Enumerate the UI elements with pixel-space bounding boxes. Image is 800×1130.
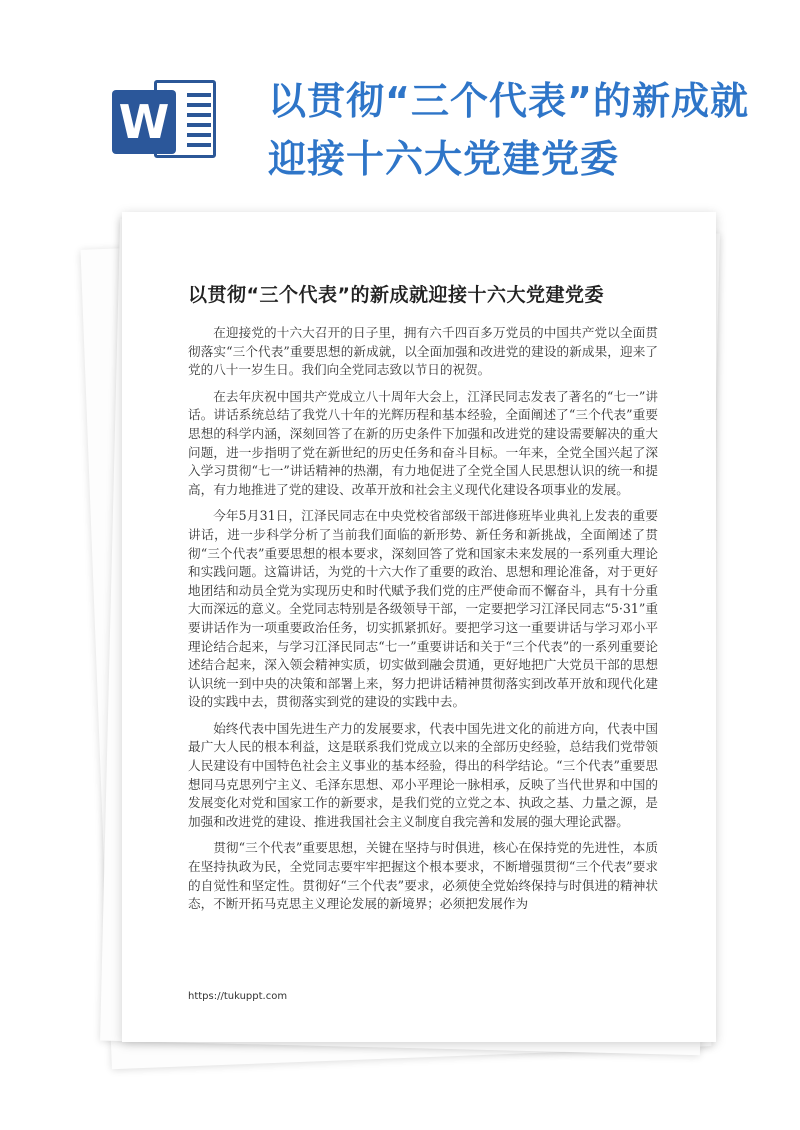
paragraph: 贯彻“三个代表”重要思想，关键在坚持与时俱进，核心在保持党的先进性，本质在坚持执政为民，全党同志要牢牢把握这个根本要求，不断增强贯彻“三个代表”要求的自觉性和坚定性。贯彻好“三个代表”要求，必须使全党始终保持与时俱进的精神状态，不断开拓马克思主义理论发展的新境界；必须把发展作为 (188, 840, 658, 912)
document-title: 以贯彻“三个代表”的新成就迎接十六大党建党委 (188, 284, 604, 306)
header-title-line-1: 以贯彻“三个代表”的新成就 (268, 79, 749, 123)
header-title (268, 72, 788, 188)
paragraph: 在去年庆祝中国共产党成立八十周年大会上，江泽民同志发表了著名的“七一”讲话。讲话系统总结了我党八十年的光辉历程和基本经验，全面阐述了“三个代表”重要思想的科学内涵，深刻回答了在新的历史条件下加强和改进党的建设需要解决的重大问题，进一步指明了党在新世纪的历史任务和奋斗目标。一年来，全党全国兴起了深入学习贯彻“七一”讲话精神的热潮，有力地促进了全党全国人民思想认识的统一和提高，有力地推进了党的建设、改革开放和社会主义现代化建设各项事业的发展。 (188, 388, 658, 497)
paragraph: 在迎接党的十六大召开的日子里，拥有六千四百多万党员的中国共产党以全面贯彻落实“三个代表”重要思想的新成就，以全面加强和改进党的建设的新成果，迎来了党的八十一岁生日。我们向全党同志致以节日的祝贺。 (188, 325, 658, 378)
footer-url: https://tukuppt.com (188, 991, 288, 1002)
word-document-icon (112, 70, 218, 166)
paragraph: 今年5月31日，江泽民同志在中央党校省部级干部进修班毕业典礼上发表的重要讲话，进一步科学分析了当前我们面临的新形势、新任务和新挑战，全面阐述了贯彻“三个代表”重要思想的根本要求，深刻回答了党和国家未来发展的一系列重大理论和实践问题。这篇讲话，为党的十六大作了重要的政治、思想和理论准备，对于更好地团结和动员全党为实现历史和时代赋予我们党的庄严使命而不懈奋斗，具有十分重大而深远的意义。全党同志特别是各级领导干部，一定要把学习江泽民同志“5·31”重要讲话作为一项重要政治任务，切实抓紧抓好。要把学习这一重要讲话与学习邓小平理论结合起来，与学习江泽民同志“七一”重要讲话和关于“三个代表”的一系列重要论述结合起来，深入领会精神实质，切实做到融会贯通，更好地把广大党员干部的思想认识统一到中央的决策和部署上来，努力把讲话精神贯彻落实到改革开放和现代化建设的实践中去，贯彻落实到党的建设的实践中去。 (188, 508, 658, 710)
document-page (122, 212, 716, 1042)
header-title-line-2: 迎接十六大党建党委 (268, 137, 620, 181)
header-banner (0, 0, 800, 200)
document-body (188, 324, 658, 922)
paragraph: 始终代表中国先进生产力的发展要求，代表中国先进文化的前进方向，代表中国最广大人民的根本利益，这是联系我们党成立以来的全部历史经验，总结我们党带领人民建设有中国特色社会主义事业的基本经验，得出的科学结论。“三个代表”重要思想同马克思列宁主义、毛泽东思想、邓小平理论一脉相承，反映了当代世界和中国的发展变化对党和国家工作的新要求，是我们党的立党之本、执政之基、力量之源，是加强和改进党的建设、推进我国社会主义制度自我完善和发展的强大理论武器。 (188, 720, 658, 829)
word-badge-icon: W (112, 90, 176, 154)
